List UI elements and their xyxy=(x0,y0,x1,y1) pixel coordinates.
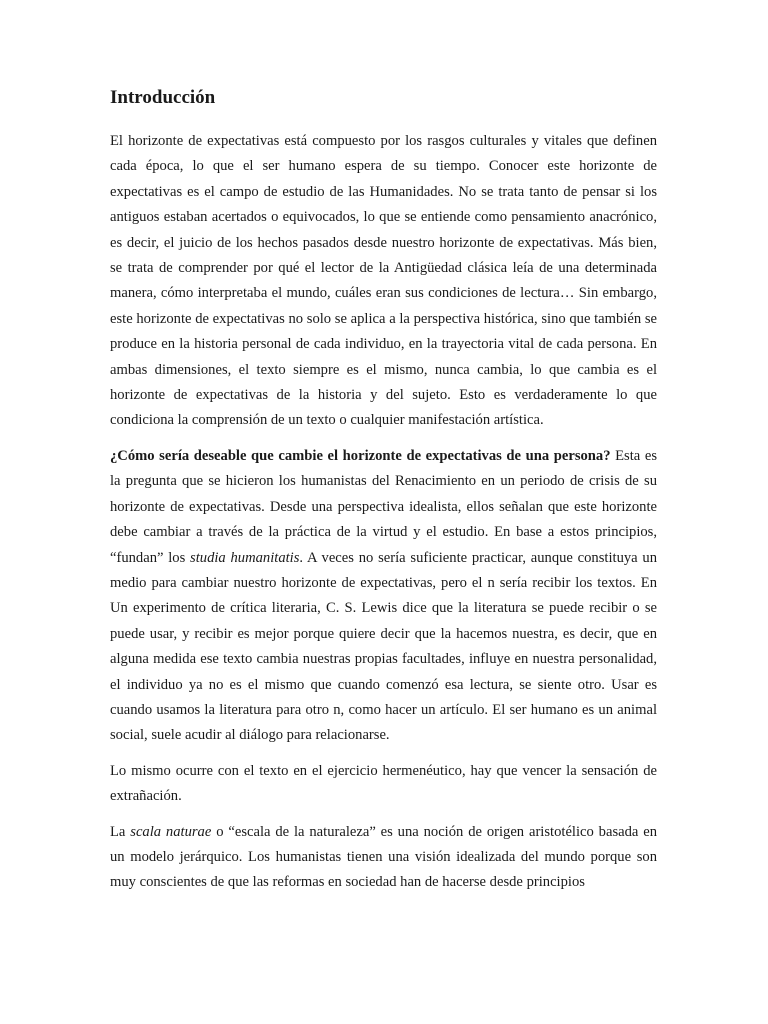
paragraph-2 xyxy=(110,444,657,749)
paragraph-2-question: ¿Cómo sería deseable que cambie el horizonte de expectativas de una persona? xyxy=(110,447,611,464)
paragraph-2-text-b: . A veces no sería suficiente practicar, aunque constituya un medio para cambiar nuestro horizonte de expectativas, pero el n sería recibir los textos. En Un experimento de crítica literaria, C. S. Lewis dice que la literatura se puede recibir o se puede usar, y recibir es mejor porque quiere decir que la hacemos nuestra, es decir, que en alguna medida ese texto cambia nuestras propias facultades, influye en nuestra personalidad, el individuo ya no es el mismo que cuando comenzó esa lectura, se siente otro. Usar es cuando usamos la literatura para otro n, como hacer un artículo. El ser humano es un animal social, suele acudir al diálogo para relacionarse. xyxy=(110,549,658,744)
paragraph-2-italic-term: studia humanitatis xyxy=(190,549,300,566)
document-page xyxy=(110,84,657,906)
section-title: Introducción xyxy=(110,87,216,108)
paragraph-4-text-b: o “escala de la naturaleza” es una noción de origen aristotélico basada en un modelo jerárquico. Los humanistas tienen una visión idealizada del mundo porque son muy conscientes de que las reformas en sociedad han de hacerse desde principios xyxy=(110,823,658,891)
paragraph-1: El horizonte de expectativas está compuesto por los rasgos culturales y vitales que definen cada época, lo que el ser humano espera de su tiempo. Conocer este horizonte de expectativas es el campo de estudio de las Humanidades. No se trata tanto de pensar si los antiguos estaban acertados o equivocados, lo que se entiende como pensamiento anacrónico, es decir, el juicio de los hechos pasados desde nuestro horizonte de expectativas. Más bien, se trata de comprender por qué el lector de la Antigüedad clásica leía de una determinada manera, cómo interpretaba el mundo, cuáles eran sus condiciones de lectura… Sin embargo, este horizonte de expectativas no solo se aplica a la perspectiva histórica, sino que también se produce en la historia personal de cada individuo, en la trayectoria vital de cada persona. En ambas dimensiones, el texto siempre es el mismo, nunca cambia, lo que cambia es el horizonte de expectativas de la historia y del sujeto. Esto es verdaderamente lo que condiciona la comprensión de un texto o cualquier manifestación artística. xyxy=(110,133,657,429)
paragraph-3: Lo mismo ocurre con el texto en el ejercicio hermenéutico, hay que vencer la sensación de extrañación. xyxy=(110,762,657,805)
paragraph-4 xyxy=(110,820,657,896)
paragraph-2-text-a: Esta es la pregunta que se hicieron los humanistas del Renacimiento en un periodo de crisis de su horizonte de expectativas. Desde una perspectiva idealista, ellos señalan que este horizonte debe cambiar a través de la práctica de la virtud y el estudio. En base a estos principios, “fundan” los xyxy=(110,447,657,566)
paragraph-4-text-a: La xyxy=(110,823,131,840)
paragraph-4-italic-term: scala naturae xyxy=(130,823,212,840)
